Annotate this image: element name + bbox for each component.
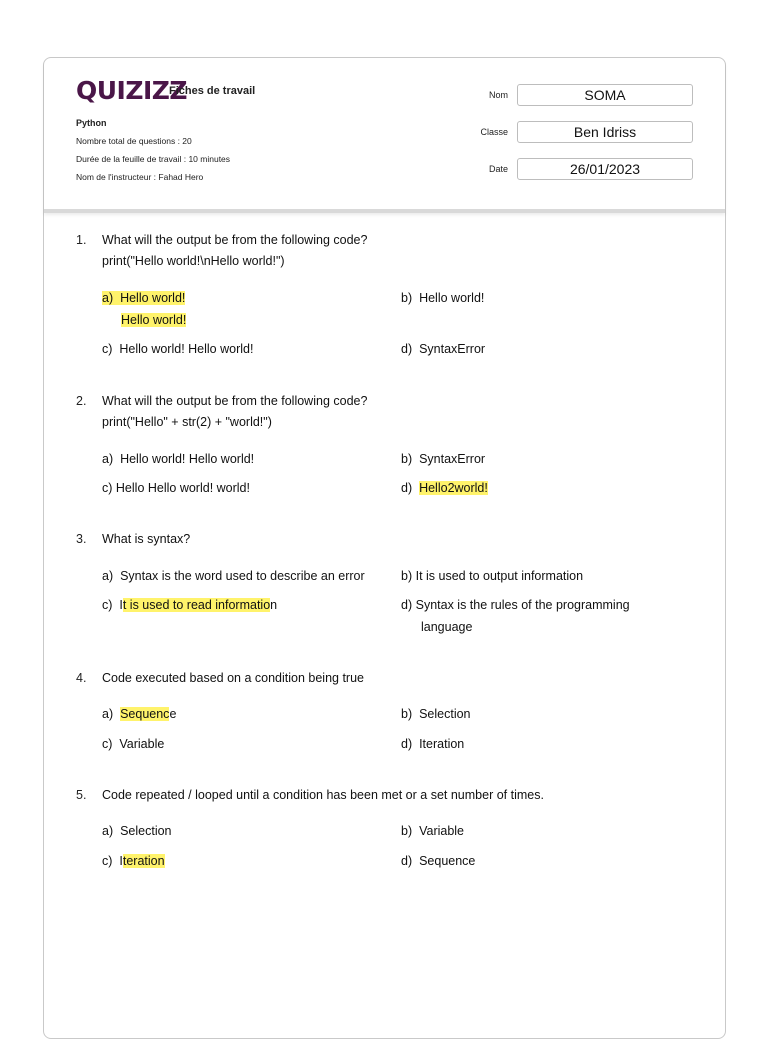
question-text: What will the output be from the following code? [102, 394, 368, 408]
name-field[interactable]: SOMA [517, 84, 693, 106]
name-label: Nom [488, 90, 508, 100]
option-a-line2: Hello world! [121, 313, 187, 327]
date-field[interactable]: 26/01/2023 [517, 158, 693, 180]
option-b[interactable]: b) Hello world! [401, 291, 485, 305]
option-b[interactable]: b) It is used to output information [401, 569, 584, 583]
option-d[interactable]: d) Sequence [401, 854, 476, 868]
option-c[interactable]: c) Hello Hello world! world! [102, 481, 250, 495]
question-number: 1. [76, 233, 87, 247]
question-text: Code executed based on a condition being true [102, 671, 364, 685]
option-c[interactable]: c) It is used to read information [102, 598, 278, 612]
option-d[interactable]: d) Hello2world! [401, 481, 488, 495]
option-c[interactable]: c) Iteration [102, 854, 165, 868]
option-a[interactable]: a) Syntax is the word used to describe an error [102, 569, 365, 583]
option-d-line2: language [421, 620, 473, 634]
option-a[interactable]: a) Sequence [102, 707, 177, 721]
question-code: print("Hello world!\nHello world!") [102, 254, 285, 268]
subject-label: Python [76, 118, 107, 128]
option-b[interactable]: b) SyntaxError [401, 452, 486, 466]
question-code: print("Hello" + str(2) + "world!") [102, 415, 272, 429]
option-a[interactable]: a) Selection [102, 824, 172, 838]
option-c[interactable]: c) Hello world! Hello world! [102, 342, 254, 356]
class-field[interactable]: Ben Idriss [517, 121, 693, 143]
option-d[interactable]: d) Syntax is the rules of the programming [401, 598, 630, 612]
option-c[interactable]: c) Variable [102, 737, 165, 751]
worksheet-page [43, 57, 726, 1039]
question-text: What will the output be from the following code? [102, 233, 368, 247]
instructor-name: Nom de l'instructeur : Fahad Hero [76, 172, 204, 182]
option-d[interactable]: d) Iteration [401, 737, 465, 751]
question-number: 5. [76, 788, 87, 802]
question-number: 4. [76, 671, 87, 685]
question-text: What is syntax? [102, 532, 191, 546]
quizizz-logo: QUIZIZZ [76, 76, 188, 105]
worksheet-subtitle: Fiches de travail [169, 85, 256, 97]
option-a[interactable]: a) Hello world! Hello world! [102, 452, 255, 466]
option-d[interactable]: d) SyntaxError [401, 342, 486, 356]
worksheet-duration: Durée de la feuille de travail : 10 minutes [76, 154, 231, 164]
class-label: Classe [480, 127, 508, 137]
option-b[interactable]: b) Variable [401, 824, 465, 838]
option-a[interactable]: a) Hello world! [102, 291, 186, 305]
date-label: Date [488, 164, 508, 174]
question-text: Code repeated / looped until a condition has been met or a set number of times. [102, 788, 544, 802]
question-number: 2. [76, 394, 87, 408]
total-questions: Nombre total de questions : 20 [76, 136, 192, 146]
option-b[interactable]: b) Selection [401, 707, 471, 721]
question-number: 3. [76, 532, 87, 546]
